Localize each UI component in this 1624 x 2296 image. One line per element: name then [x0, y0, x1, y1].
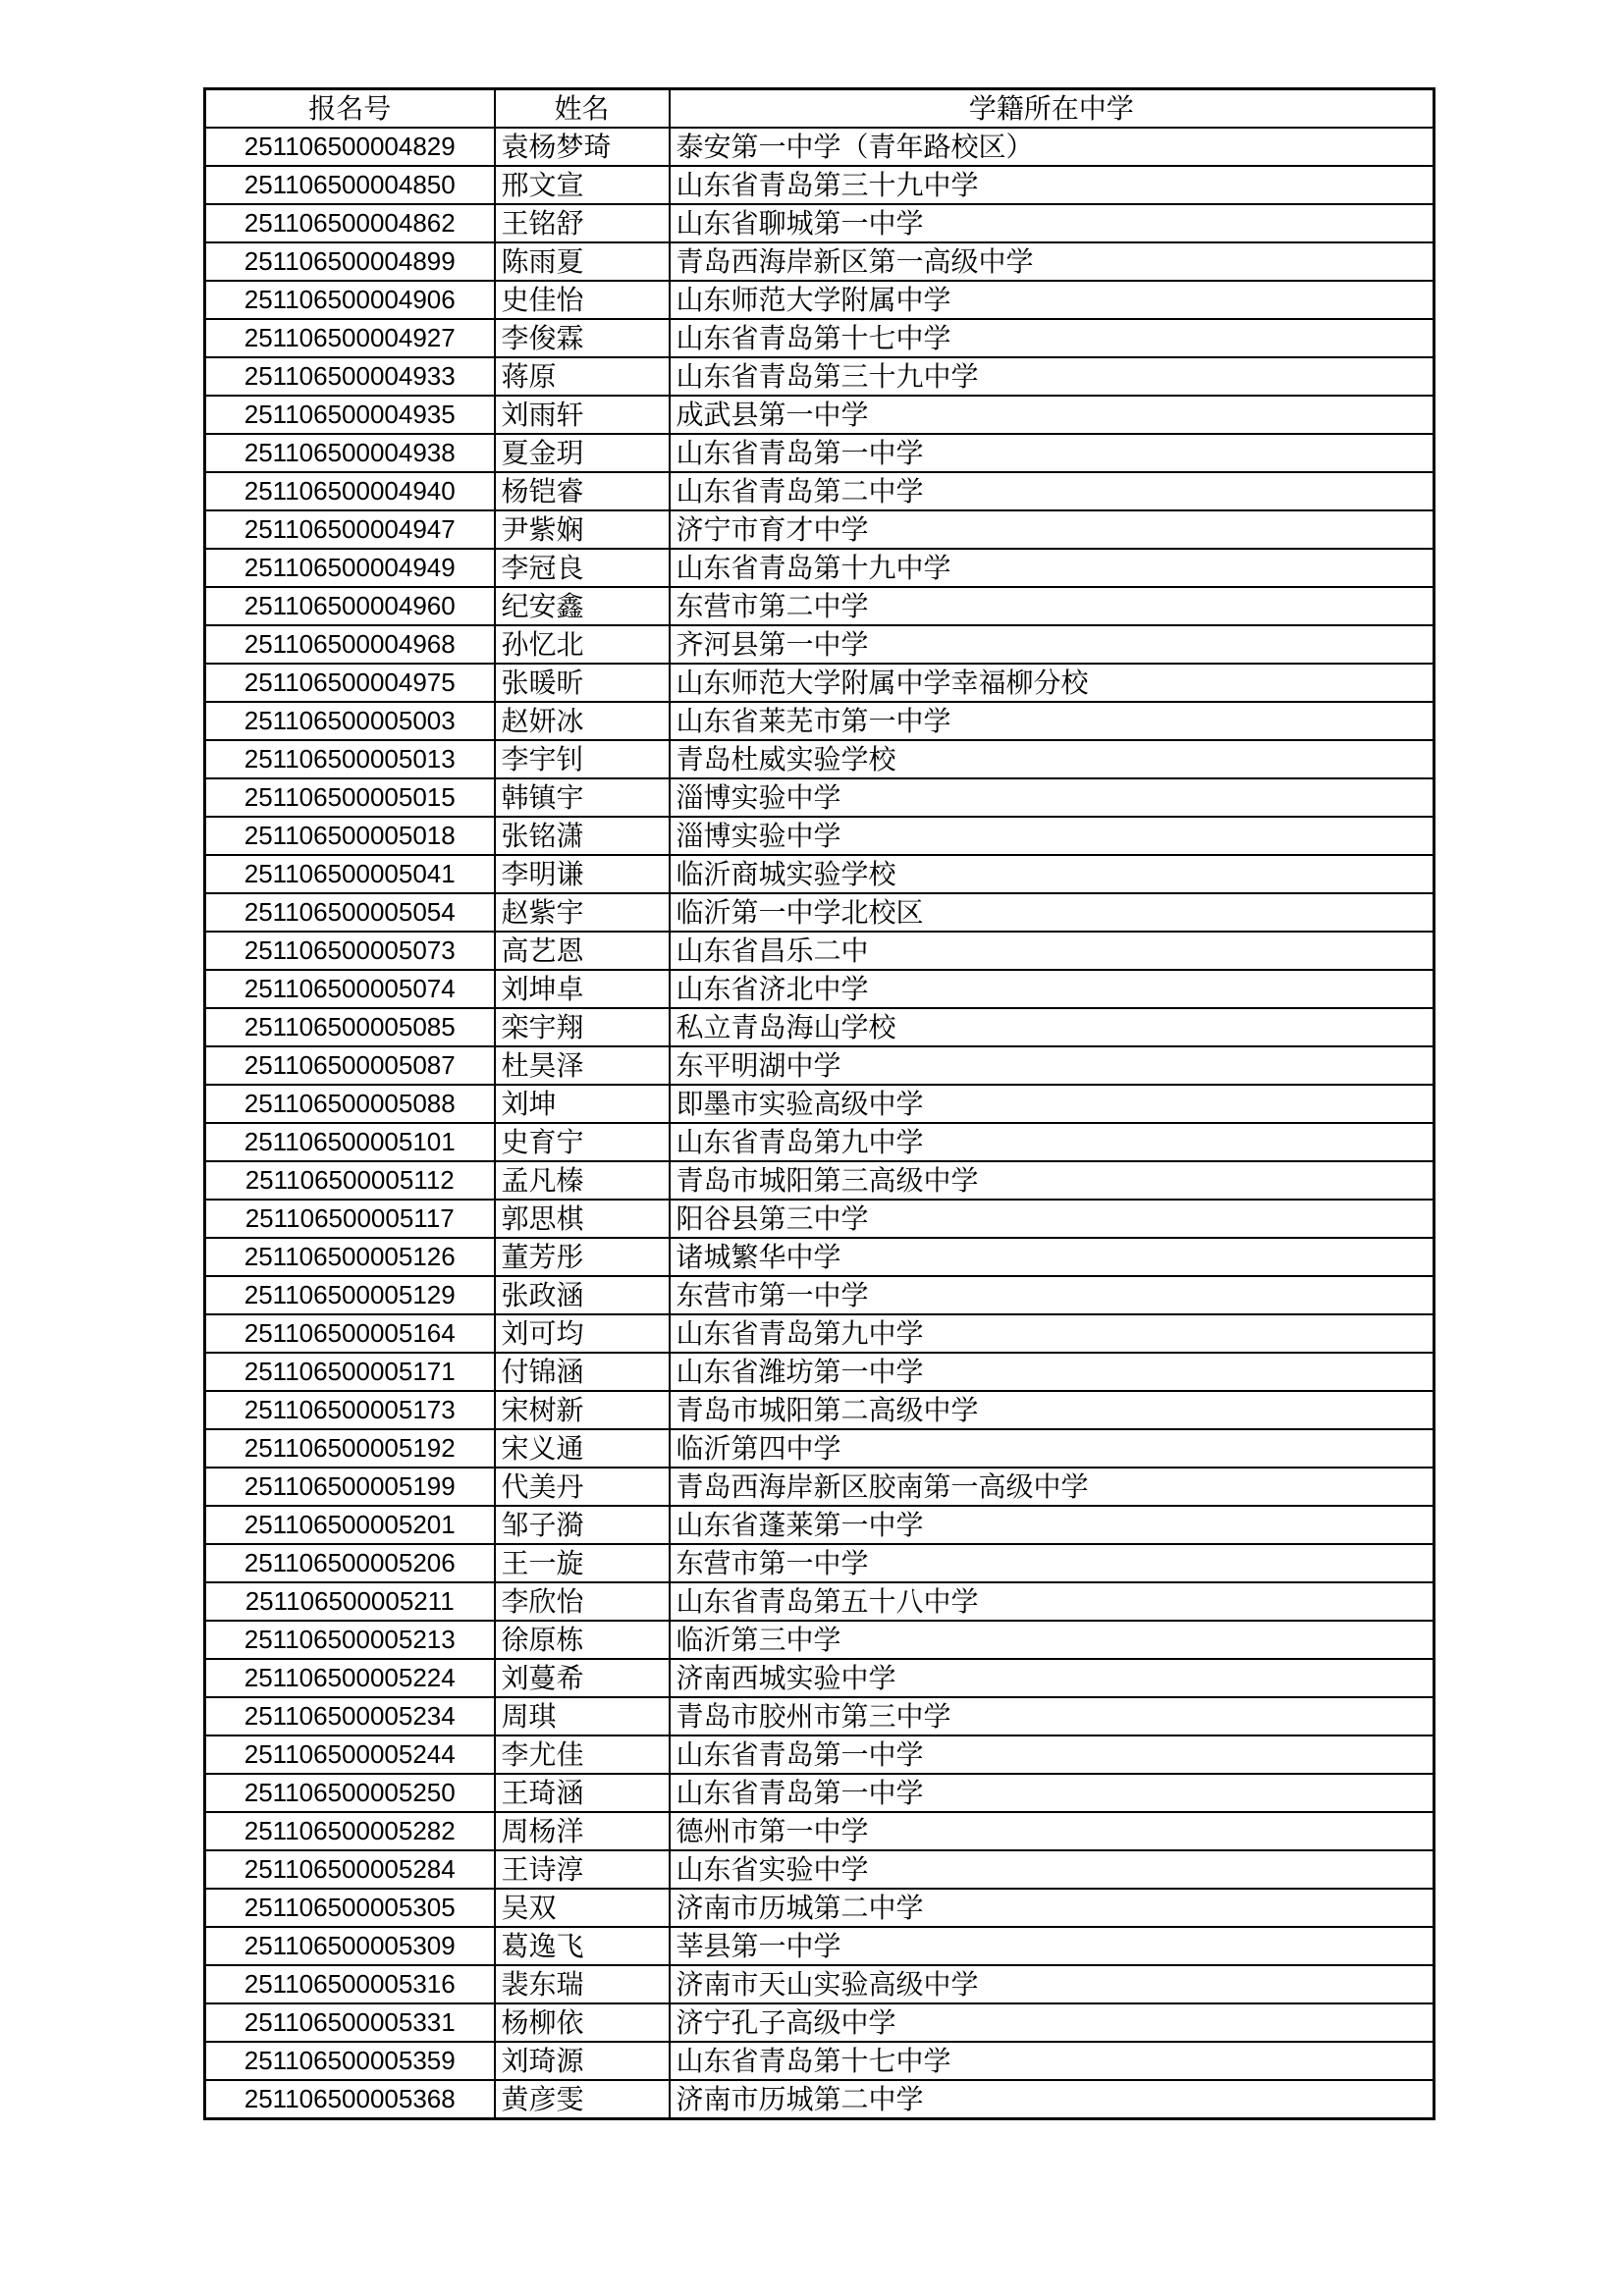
student-name-cell: 徐原栋 — [495, 1621, 670, 1659]
table-row — [205, 1927, 1435, 1965]
registration-number-cell: 251106500005368 — [205, 2080, 495, 2119]
registration-number-cell: 251106500005018 — [205, 817, 495, 855]
table-row — [205, 702, 1435, 740]
student-name-cell: 李宇钊 — [495, 740, 670, 778]
student-name-cell: 杜昊泽 — [495, 1046, 670, 1085]
school-name-cell: 淄博实验中学 — [670, 817, 1435, 855]
school-name-cell: 阳谷县第三中学 — [670, 1200, 1435, 1238]
table-row — [205, 1889, 1435, 1927]
table-row — [205, 932, 1435, 970]
student-name-cell: 史佳怡 — [495, 281, 670, 319]
table-row — [205, 855, 1435, 893]
school-name-cell: 临沂第一中学北校区 — [670, 893, 1435, 932]
student-name-cell: 蒋原 — [495, 357, 670, 396]
table-row — [205, 625, 1435, 664]
registration-number-cell: 251106500005192 — [205, 1429, 495, 1468]
student-name-cell: 宋义通 — [495, 1429, 670, 1468]
school-name-cell: 东营市第二中学 — [670, 587, 1435, 625]
student-name-cell: 付锦涵 — [495, 1353, 670, 1391]
registration-number-cell: 251106500005015 — [205, 778, 495, 817]
school-name-cell: 济南市历城第二中学 — [670, 1889, 1435, 1927]
school-name-cell: 山东省青岛第五十八中学 — [670, 1582, 1435, 1621]
table-row — [205, 396, 1435, 434]
table-row — [205, 1429, 1435, 1468]
registration-number-cell: 251106500005117 — [205, 1200, 495, 1238]
school-name-cell: 山东省青岛第三十九中学 — [670, 166, 1435, 204]
student-name-cell: 刘坤 — [495, 1085, 670, 1123]
school-name-cell: 青岛市城阳第三高级中学 — [670, 1161, 1435, 1200]
registration-number-cell: 251106500005054 — [205, 893, 495, 932]
student-name-cell: 代美丹 — [495, 1468, 670, 1506]
school-name-cell: 山东省潍坊第一中学 — [670, 1353, 1435, 1391]
school-name-cell: 山东师范大学附属中学 — [670, 281, 1435, 319]
school-name-cell: 临沂商城实验学校 — [670, 855, 1435, 893]
student-name-cell: 纪安鑫 — [495, 587, 670, 625]
student-name-cell: 李尤佳 — [495, 1735, 670, 1774]
school-name-cell: 山东省青岛第二中学 — [670, 472, 1435, 510]
student-name-cell: 刘蔓希 — [495, 1659, 670, 1697]
school-name-cell: 东营市第一中学 — [670, 1544, 1435, 1582]
school-name-cell: 齐河县第一中学 — [670, 625, 1435, 664]
registration-number-cell: 251106500004938 — [205, 434, 495, 472]
table-row — [205, 319, 1435, 357]
table-row — [205, 1200, 1435, 1238]
registration-number-cell: 251106500005101 — [205, 1123, 495, 1161]
registration-number-cell: 251106500005088 — [205, 1085, 495, 1123]
student-name-cell: 张铭潇 — [495, 817, 670, 855]
table-row — [205, 1008, 1435, 1046]
table-row — [205, 817, 1435, 855]
registration-number-cell: 251106500005201 — [205, 1506, 495, 1544]
school-name-cell: 济宁市育才中学 — [670, 510, 1435, 549]
registration-number-cell: 251106500005316 — [205, 1965, 495, 2003]
table-row — [205, 434, 1435, 472]
school-name-cell: 山东省青岛第十九中学 — [670, 549, 1435, 587]
student-name-cell: 刘雨轩 — [495, 396, 670, 434]
student-name-cell: 孟凡榛 — [495, 1161, 670, 1200]
table-row — [205, 970, 1435, 1008]
registration-number-cell: 251106500005087 — [205, 1046, 495, 1085]
registration-number-cell: 251106500005164 — [205, 1314, 495, 1353]
school-name-cell: 山东省蓬莱第一中学 — [670, 1506, 1435, 1544]
school-name-cell: 青岛杜威实验学校 — [670, 740, 1435, 778]
table-row — [205, 472, 1435, 510]
school-name-cell: 济南西城实验中学 — [670, 1659, 1435, 1697]
school-name-cell: 山东省莱芜市第一中学 — [670, 702, 1435, 740]
student-list-table — [203, 87, 1435, 2120]
student-name-cell: 刘可均 — [495, 1314, 670, 1353]
student-name-cell: 周杨洋 — [495, 1812, 670, 1850]
student-name-cell: 李明谦 — [495, 855, 670, 893]
student-name-cell: 孙忆北 — [495, 625, 670, 664]
table-row — [205, 1965, 1435, 2003]
student-name-cell: 王诗淳 — [495, 1850, 670, 1889]
school-name-cell: 山东省实验中学 — [670, 1850, 1435, 1889]
school-name-cell: 山东师范大学附属中学幸福柳分校 — [670, 664, 1435, 702]
table-row — [205, 1544, 1435, 1582]
registration-number-cell: 251106500005244 — [205, 1735, 495, 1774]
school-name-cell: 临沂第四中学 — [670, 1429, 1435, 1468]
registration-number-cell: 251106500005003 — [205, 702, 495, 740]
table-row — [205, 549, 1435, 587]
registration-number-cell: 251106500005211 — [205, 1582, 495, 1621]
registration-number-cell: 251106500004960 — [205, 587, 495, 625]
student-name-cell: 张暖昕 — [495, 664, 670, 702]
school-name-cell: 东营市第一中学 — [670, 1276, 1435, 1314]
student-name-cell: 杨柳依 — [495, 2003, 670, 2042]
table-row — [205, 357, 1435, 396]
table-row — [205, 1850, 1435, 1889]
student-name-cell: 赵紫宇 — [495, 893, 670, 932]
table-row — [205, 1046, 1435, 1085]
student-name-cell: 邹子漪 — [495, 1506, 670, 1544]
table-row — [205, 587, 1435, 625]
table-row — [205, 281, 1435, 319]
student-name-cell: 赵妍冰 — [495, 702, 670, 740]
table-row — [205, 1697, 1435, 1735]
school-name-cell: 山东省青岛第一中学 — [670, 1774, 1435, 1812]
table-row — [205, 1812, 1435, 1850]
registration-number-cell: 251106500005331 — [205, 2003, 495, 2042]
table-row — [205, 204, 1435, 242]
school-name-cell: 山东省济北中学 — [670, 970, 1435, 1008]
registration-number-cell: 251106500004927 — [205, 319, 495, 357]
school-name-cell: 泰安第一中学（青年路校区） — [670, 128, 1435, 166]
student-name-cell: 史育宁 — [495, 1123, 670, 1161]
registration-number-cell: 251106500005234 — [205, 1697, 495, 1735]
registration-number-cell: 251106500005250 — [205, 1774, 495, 1812]
table-row — [205, 778, 1435, 817]
student-name-cell: 刘坤卓 — [495, 970, 670, 1008]
header-registration-number: 报名号 — [205, 89, 495, 129]
registration-number-cell: 251106500005073 — [205, 932, 495, 970]
registration-number-cell: 251106500004975 — [205, 664, 495, 702]
registration-number-cell: 251106500005284 — [205, 1850, 495, 1889]
registration-number-cell: 251106500004949 — [205, 549, 495, 587]
registration-number-cell: 251106500004906 — [205, 281, 495, 319]
student-name-cell: 李冠良 — [495, 549, 670, 587]
registration-number-cell: 251106500004968 — [205, 625, 495, 664]
student-name-cell: 裴东瑞 — [495, 1965, 670, 2003]
registration-number-cell: 251106500005112 — [205, 1161, 495, 1200]
table-row — [205, 1161, 1435, 1200]
school-name-cell: 山东省青岛第十七中学 — [670, 2042, 1435, 2080]
student-name-cell: 韩镇宇 — [495, 778, 670, 817]
student-name-cell: 吴双 — [495, 1889, 670, 1927]
table-header — [205, 89, 1435, 129]
student-name-cell: 李俊霖 — [495, 319, 670, 357]
table-row — [205, 1774, 1435, 1812]
table-row — [205, 1659, 1435, 1697]
student-name-cell: 夏金玥 — [495, 434, 670, 472]
registration-number-cell: 251106500005013 — [205, 740, 495, 778]
school-name-cell: 私立青岛海山学校 — [670, 1008, 1435, 1046]
table-row — [205, 1391, 1435, 1429]
table-body — [205, 128, 1435, 2119]
table-row — [205, 128, 1435, 166]
header-school: 学籍所在中学 — [670, 89, 1435, 129]
school-name-cell: 山东省青岛第一中学 — [670, 434, 1435, 472]
registration-number-cell: 251106500005359 — [205, 2042, 495, 2080]
school-name-cell: 济南市天山实验高级中学 — [670, 1965, 1435, 2003]
registration-number-cell: 251106500005085 — [205, 1008, 495, 1046]
student-name-cell: 尹紫娴 — [495, 510, 670, 549]
table-row — [205, 1506, 1435, 1544]
table-row — [205, 740, 1435, 778]
registration-number-cell: 251106500004850 — [205, 166, 495, 204]
table-row — [205, 1085, 1435, 1123]
school-name-cell: 诸城繁华中学 — [670, 1238, 1435, 1276]
school-name-cell: 山东省青岛第九中学 — [670, 1314, 1435, 1353]
registration-number-cell: 251106500005074 — [205, 970, 495, 1008]
registration-number-cell: 251106500004940 — [205, 472, 495, 510]
school-name-cell: 山东省青岛第九中学 — [670, 1123, 1435, 1161]
table-row — [205, 664, 1435, 702]
registration-number-cell: 251106500004829 — [205, 128, 495, 166]
table-row — [205, 893, 1435, 932]
registration-number-cell: 251106500005199 — [205, 1468, 495, 1506]
registration-number-cell: 251106500005126 — [205, 1238, 495, 1276]
registration-number-cell: 251106500004899 — [205, 242, 495, 281]
student-name-cell: 陈雨夏 — [495, 242, 670, 281]
registration-number-cell: 251106500005206 — [205, 1544, 495, 1582]
registration-number-cell: 251106500004862 — [205, 204, 495, 242]
registration-number-cell: 251106500005282 — [205, 1812, 495, 1850]
school-name-cell: 莘县第一中学 — [670, 1927, 1435, 1965]
registration-number-cell: 251106500005309 — [205, 1927, 495, 1965]
registration-number-cell: 251106500005041 — [205, 855, 495, 893]
table-row — [205, 1123, 1435, 1161]
school-name-cell: 德州市第一中学 — [670, 1812, 1435, 1850]
header-row — [205, 89, 1435, 129]
table-row — [205, 1582, 1435, 1621]
table-row — [205, 1621, 1435, 1659]
school-name-cell: 济宁孔子高级中学 — [670, 2003, 1435, 2042]
school-name-cell: 临沂第三中学 — [670, 1621, 1435, 1659]
school-name-cell: 山东省青岛第十七中学 — [670, 319, 1435, 357]
table-row — [205, 2080, 1435, 2119]
school-name-cell: 淄博实验中学 — [670, 778, 1435, 817]
table-row — [205, 2003, 1435, 2042]
student-name-cell: 董芳彤 — [495, 1238, 670, 1276]
student-name-cell: 高艺恩 — [495, 932, 670, 970]
student-name-cell: 王一旋 — [495, 1544, 670, 1582]
table-row — [205, 1353, 1435, 1391]
registration-number-cell: 251106500005173 — [205, 1391, 495, 1429]
registration-number-cell: 251106500005224 — [205, 1659, 495, 1697]
school-name-cell: 山东省昌乐二中 — [670, 932, 1435, 970]
student-name-cell: 王铭舒 — [495, 204, 670, 242]
student-name-cell: 郭思棋 — [495, 1200, 670, 1238]
student-name-cell: 袁杨梦琦 — [495, 128, 670, 166]
student-name-cell: 栾宇翔 — [495, 1008, 670, 1046]
student-name-cell: 葛逸飞 — [495, 1927, 670, 1965]
school-name-cell: 青岛市胶州市第三中学 — [670, 1697, 1435, 1735]
table-row — [205, 1276, 1435, 1314]
registration-number-cell: 251106500005129 — [205, 1276, 495, 1314]
header-name: 姓名 — [495, 89, 670, 129]
student-name-cell: 杨铠睿 — [495, 472, 670, 510]
registration-number-cell: 251106500005305 — [205, 1889, 495, 1927]
registration-number-cell: 251106500005213 — [205, 1621, 495, 1659]
student-name-cell: 宋树新 — [495, 1391, 670, 1429]
registration-number-cell: 251106500004933 — [205, 357, 495, 396]
registration-number-cell: 251106500004947 — [205, 510, 495, 549]
student-name-cell: 周琪 — [495, 1697, 670, 1735]
student-name-cell: 刘琦源 — [495, 2042, 670, 2080]
table-row — [205, 166, 1435, 204]
school-name-cell: 山东省青岛第一中学 — [670, 1735, 1435, 1774]
school-name-cell: 东平明湖中学 — [670, 1046, 1435, 1085]
student-name-cell: 李欣怡 — [495, 1582, 670, 1621]
registration-number-cell: 251106500004935 — [205, 396, 495, 434]
school-name-cell: 即墨市实验高级中学 — [670, 1085, 1435, 1123]
table-row — [205, 1735, 1435, 1774]
school-name-cell: 成武县第一中学 — [670, 396, 1435, 434]
registration-number-cell: 251106500005171 — [205, 1353, 495, 1391]
school-name-cell: 济南市历城第二中学 — [670, 2080, 1435, 2119]
school-name-cell: 青岛市城阳第二高级中学 — [670, 1391, 1435, 1429]
school-name-cell: 青岛西海岸新区胶南第一高级中学 — [670, 1468, 1435, 1506]
table-row — [205, 1468, 1435, 1506]
student-name-cell: 邢文宣 — [495, 166, 670, 204]
table-row — [205, 242, 1435, 281]
school-name-cell: 山东省聊城第一中学 — [670, 204, 1435, 242]
table-row — [205, 510, 1435, 549]
school-name-cell: 青岛西海岸新区第一高级中学 — [670, 242, 1435, 281]
table-row — [205, 1314, 1435, 1353]
table-row — [205, 2042, 1435, 2080]
student-name-cell: 王琦涵 — [495, 1774, 670, 1812]
student-name-cell: 黄彦雯 — [495, 2080, 670, 2119]
student-name-cell: 张政涵 — [495, 1276, 670, 1314]
table-row — [205, 1238, 1435, 1276]
school-name-cell: 山东省青岛第三十九中学 — [670, 357, 1435, 396]
